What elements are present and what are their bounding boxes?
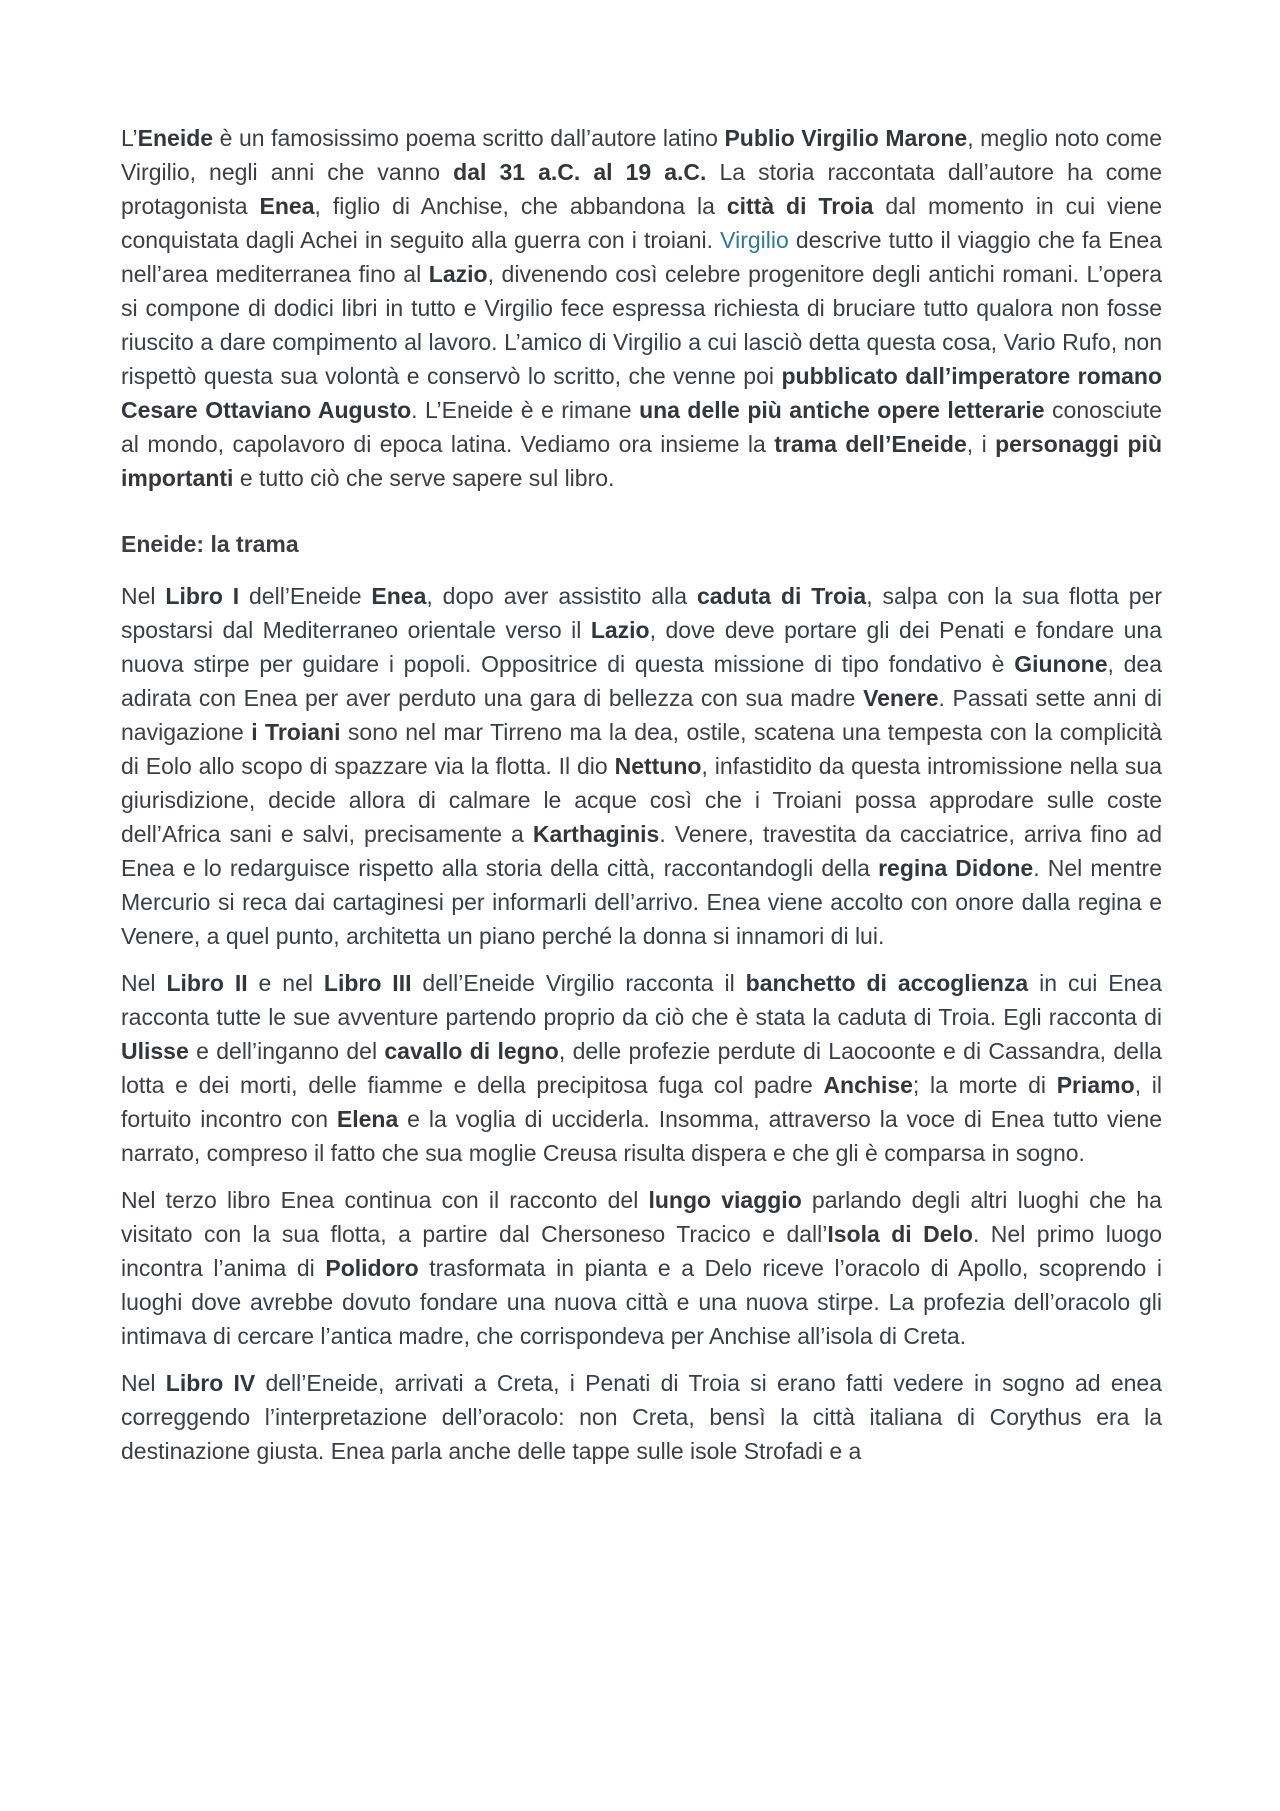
text-run: L’	[121, 125, 138, 151]
text-run: . Venere, travestita da cacciatrice, arriva fino ad Enea e lo redarguisce rispetto alla storia della città, raccontandogli della	[121, 821, 1162, 881]
text-run: dal momento in cui viene conquistata dagli Achei in seguito alla guerra con i troiani.	[121, 193, 1162, 253]
bold-text: Lazio	[428, 261, 488, 287]
text-run: . L’Eneide è e rimane	[411, 397, 640, 423]
text-run: dell’Eneide	[239, 583, 372, 609]
bold-text: Enea	[371, 583, 427, 609]
text-run: ; la morte di	[912, 1072, 1057, 1098]
bold-text: Libro II	[166, 970, 248, 996]
bold-text: banchetto di accoglienza	[745, 970, 1029, 996]
bold-text: Libro I	[165, 583, 240, 609]
text-run: , dove deve portare gli dei Penati e fondare una nuova stirpe per guidare i popoli. Oppositrice di questa missione di tipo fondativo è	[121, 617, 1162, 677]
text-run: , dopo aver assistito alla	[426, 583, 697, 609]
bold-text: dal 31 a.C. al 19 a.C.	[453, 159, 707, 185]
bold-text: Eneide	[137, 125, 214, 151]
text-run: e nel	[247, 970, 324, 996]
text-run: , figlio di Anchise, che abbandona la	[314, 193, 727, 219]
bold-text: caduta di Troia	[696, 583, 867, 609]
intro-paragraph	[121, 121, 1162, 495]
paragraph-libro-2-3	[121, 966, 1162, 1170]
bold-text: personaggi più importanti	[121, 431, 1162, 491]
bold-text: città di Troia	[726, 193, 874, 219]
bold-text: Venere	[863, 685, 939, 711]
text-run: e tutto ciò che serve sapere sul libro.	[233, 465, 615, 491]
text-run: , delle profezie perdute di Laocoonte e di Cassandra, della lotta e dei morti, delle fiamme e della precipitosa fuga col padre	[121, 1038, 1162, 1098]
text-run: dell’Eneide Virgilio racconta il	[411, 970, 746, 996]
text-run: , divenendo così celebre progenitore degli antichi romani. L’opera si compone di dodici libri in tutto e Virgilio fece espressa richiesta di bruciare tutto qualora non fosse riuscito a dare compimento al lavoro. L’amico di Virgilio a cui lasciò detta questa cosa, Vario Rufo, non rispettò questa sua volontà e conservò lo scritto, che venne poi	[121, 261, 1162, 389]
text-run: , il fortuito incontro con	[121, 1072, 1162, 1132]
text-run: . Nel mentre Mercurio si reca dai cartaginesi per informarli dell’arrivo. Enea viene accolto con onore dalla regina e Venere, a quel punto, architetta un piano perché la donna si innamori di lui.	[121, 855, 1163, 949]
bold-text: Lazio	[590, 617, 650, 643]
bold-text: Libro III	[323, 970, 412, 996]
paragraph-libro-1	[121, 579, 1162, 953]
bold-text: Giunone	[1014, 651, 1108, 677]
text-run: e la voglia di ucciderla. Insomma, attraverso la voce di Enea tutto viene narrato, compreso il fatto che sua moglie Creusa risulta dispera e che gli è comparsa in sogno.	[121, 1106, 1162, 1166]
text-run: e dell’inganno del	[188, 1038, 385, 1064]
bold-text: una delle più antiche opere letterarie	[639, 397, 1045, 423]
bold-text: Libro IV	[165, 1370, 256, 1396]
text-run: Nel	[121, 583, 166, 609]
paragraph-libro-4	[121, 1366, 1162, 1468]
text-run: dell’Eneide, arrivati a Creta, i Penati di Troia si erano fatti vedere in sogno ad enea correggendo l’interpretazione dell’oracolo: non Creta, bensì la città italiana di Corythus era la destinazione giusta. Enea parla anche delle tappe sulle isole Strofadi e a	[121, 1370, 1162, 1464]
text-run: , dea adirata con Enea per aver perduto una gara di bellezza con sua madre	[121, 651, 1162, 711]
text-run: , meglio noto come Virgilio, negli anni che vanno	[121, 125, 1163, 185]
bold-text: regina Didone	[878, 855, 1034, 881]
text-run: trasformata in pianta e a Delo riceve l’oracolo di Apollo, scoprendo i luoghi dove avrebbe dovuto fondare una nuova città e una nuova stirpe. La profezia dell’oracolo gli intimava di cercare l’antica madre, che corrispondeva per Anchise all’isola di Creta.	[121, 1255, 1162, 1349]
bold-text: Isola di Delo	[827, 1221, 973, 1247]
bold-text: Priamo	[1056, 1072, 1135, 1098]
bold-text: Enea	[259, 193, 315, 219]
inline-link[interactable]: Virgilio	[720, 227, 789, 253]
bold-text: trama dell’Eneide	[774, 431, 967, 457]
text-run: parlando degli altri luoghi che ha visitato con la sua flotta, a partire dal Chersoneso Tracico e dall’	[121, 1187, 1162, 1247]
text-run: , infastidito da questa intromissione nella sua giurisdizione, decide allora di calmare le acque così che i Troiani possa approdare sulle coste dell’Africa sani e salvi, precisamente a	[121, 753, 1162, 847]
bold-text: Anchise	[823, 1072, 913, 1098]
text-run: in cui Enea racconta tutte le sue avventure partendo proprio da ciò che è stata la caduta di Troia. Egli racconta di	[121, 970, 1162, 1030]
section-heading: Eneide: la trama	[121, 531, 299, 557]
bold-text: Ulisse	[121, 1038, 189, 1064]
text-run: La storia raccontata dall’autore ha come protagonista	[121, 159, 1162, 219]
bold-text: cavallo di legno	[384, 1038, 559, 1064]
bold-text: Elena	[336, 1106, 399, 1132]
text-run: . Nel primo luogo incontra l’anima di	[121, 1221, 1163, 1281]
bold-text: Nettuno	[614, 753, 702, 779]
bold-text: i Troiani	[251, 719, 341, 745]
bold-text: Karthaginis	[532, 821, 660, 847]
bold-text: Publio Virgilio Marone	[724, 125, 968, 151]
text-run: Nel terzo libro Enea continua con il racconto del	[121, 1187, 649, 1213]
text-run: Nel	[121, 970, 167, 996]
paragraph-terzo-libro	[121, 1183, 1162, 1353]
bold-text: lungo viaggio	[648, 1187, 802, 1213]
text-run: , salpa con la sua flotta per spostarsi dal Mediterraneo orientale verso il	[121, 583, 1163, 643]
text-run: . Passati sette anni di navigazione	[121, 685, 1163, 745]
text-run: sono nel mar Tirreno ma la dea, ostile, scatena una tempesta con la complicità di Eolo allo scopo di spazzare via la flotta. Il dio	[121, 719, 1162, 779]
text-run: , i	[966, 431, 996, 457]
text-run: è un famosissimo poema scritto dall’autore latino	[213, 125, 725, 151]
bold-text: pubblicato dall’imperatore romano Cesare Ottaviano Augusto	[121, 363, 1162, 423]
text-run: Nel	[121, 1370, 166, 1396]
text-run: descrive tutto il viaggio che fa Enea nell’area mediterranea fino al	[121, 227, 1162, 287]
text-run: conosciute al mondo, capolavoro di epoca latina. Vediamo ora insieme la	[121, 397, 1162, 457]
bold-text: Polidoro	[325, 1255, 419, 1281]
